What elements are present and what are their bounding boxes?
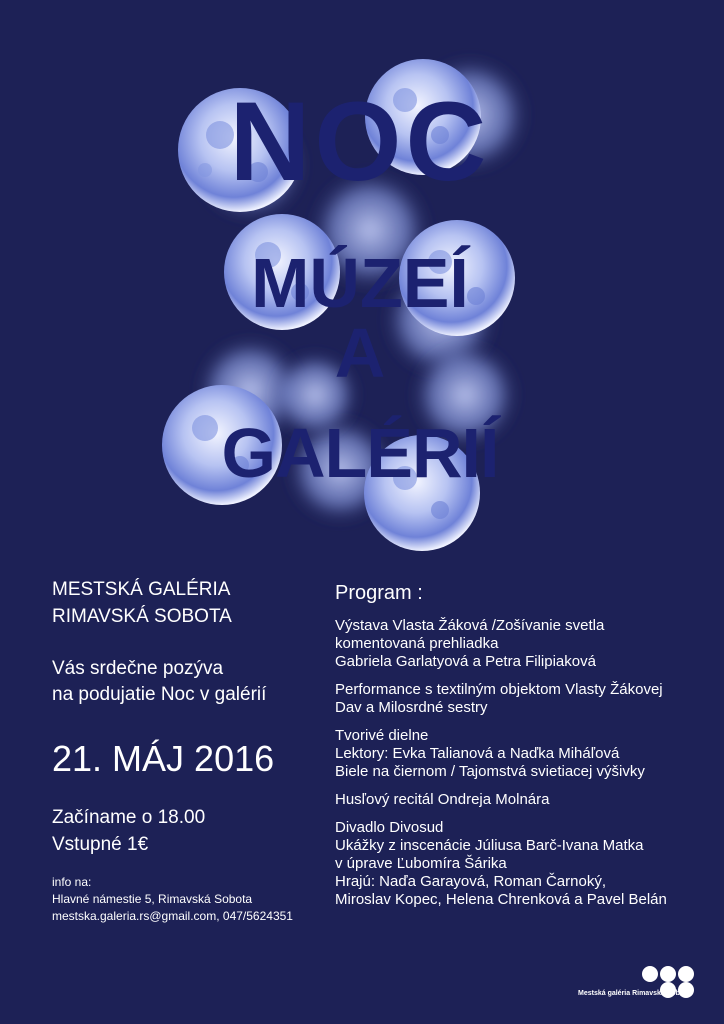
info-contact: mestska.galeria.rs@gmail.com, 047/5624351 [52,909,293,923]
event-details [52,576,322,923]
invitation-text [52,656,322,708]
start-time: Začíname o 18.00 [52,807,206,828]
program-item [335,819,715,909]
program-line: komentovaná prehliadka [335,635,499,652]
program-section [335,582,715,919]
program-item [335,727,715,781]
organizer-name [52,576,322,630]
program-line: Dav a Milosrdné sestry [335,699,488,716]
gallery-logo [578,962,718,1012]
program-line: Výstava Vlasta Žáková /Zošívanie svetla [335,617,605,634]
organizer-line: RIMAVSKÁ SOBOTA [52,606,232,627]
invitation-line: Vás srdečne pozýva [52,658,224,679]
title-muzei: MÚZEÍ [251,244,469,322]
program-item [335,791,715,809]
contact-info [52,874,293,925]
program-line: Husľový recitál Ondreja Molnára [335,791,550,808]
title-a: A [334,314,386,392]
title-noc: NOC [229,79,491,204]
program-line: Hrajú: Naďa Garayová, Roman Čarnoký, [335,873,606,890]
program-heading: Program : [335,582,423,604]
program-line: Divadlo Divosud [335,819,444,836]
program-line: Tvorivé dielne [335,727,429,744]
program-line: Lektory: Evka Talianová a Naďka Miháľová [335,745,620,762]
entry-fee: Vstupné 1€ [52,834,149,855]
program-line: Performance s textilným objektom Vlasty Žákovej [335,681,663,698]
info-label: info na: [52,875,92,889]
title-galerii: GALÉRIÍ [221,414,499,492]
program-line: v úprave Ľubomíra Šárika [335,855,507,872]
logo-caption: Mestská galéria Rimavská Sobota [578,990,691,997]
invitation-line: na podujatie Noc v galérií [52,684,267,705]
info-address: Hlavné námestie 5, Rimavská Sobota [52,892,253,906]
program-line: Miroslav Kopec, Helena Chrenková a Pavel Belán [335,891,667,908]
program-line: Gabriela Garlatyová a Petra Filipiaková [335,653,596,670]
program-item [335,681,715,717]
event-date: 21. MÁJ 2016 [52,738,275,779]
program-line: Ukážky z inscenácie Júliusa Barč-Ivana Matka [335,837,644,854]
program-item [335,617,715,671]
start-info [52,804,205,858]
organizer-line: MESTSKÁ GALÉRIA [52,579,231,600]
program-line: Biele na čiernom / Tajomstvá svietiacej výšivky [335,763,645,780]
